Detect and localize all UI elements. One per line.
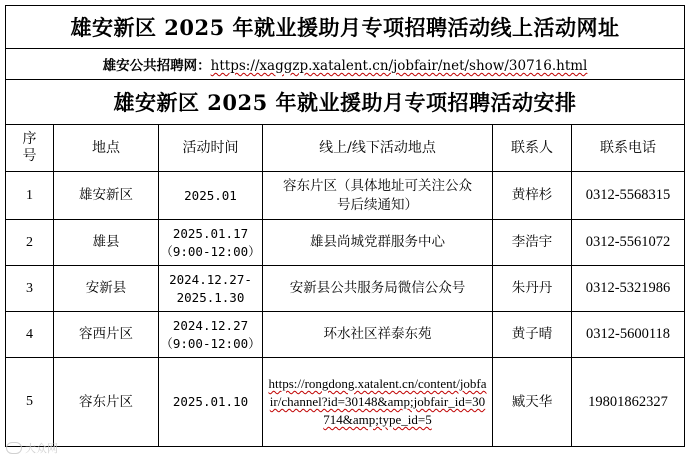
- row-seq: 2: [6, 220, 54, 266]
- row-time: [159, 312, 263, 358]
- online-title: 雄安新区 2025 年就业援助月专项招聘活动线上活动网址: [6, 6, 685, 49]
- row-time-line1: 2024.12.27: [172, 317, 249, 333]
- row-time-line1: 2025.01.17: [172, 225, 249, 241]
- row-time-line2: 2025.1.30: [176, 289, 245, 305]
- row-phone: 0312-5321986: [572, 266, 685, 312]
- row-contact: 朱丹丹: [493, 266, 572, 312]
- row-time: [159, 266, 263, 312]
- row-venue: [263, 172, 493, 220]
- header-venue: 线上/线下活动地点: [263, 125, 493, 172]
- row-venue: [263, 358, 493, 447]
- header-seq-line1: 序: [22, 131, 37, 147]
- row-contact: 黄梓杉: [493, 172, 572, 220]
- schedule-title: 雄安新区 2025 年就业援助月专项招聘活动安排: [6, 80, 685, 125]
- row-venue: 雄县尚城党群服务中心: [263, 220, 493, 266]
- header-row: [6, 125, 685, 172]
- row-contact: 黄子晴: [493, 312, 572, 358]
- row-location: 容西片区: [54, 312, 159, 358]
- row-phone: 0312-5561072: [572, 220, 685, 266]
- watermark-text: 大众网: [25, 442, 58, 455]
- row-seq: 3: [6, 266, 54, 312]
- watermark: [6, 440, 58, 456]
- table-row: [6, 266, 685, 312]
- row-location: 雄安新区: [54, 172, 159, 220]
- row-time-line2: （9:00-12:00）: [160, 335, 261, 351]
- row-seq: 1: [6, 172, 54, 220]
- row-venue: 环水社区祥泰东苑: [263, 312, 493, 358]
- site-url-link[interactable]: https://xaggzp.xatalent.cn/jobfair/net/show/30716.html: [210, 58, 588, 74]
- header-contact: 联系人: [493, 125, 572, 172]
- row-location: 安新县: [54, 266, 159, 312]
- row-venue-line1: 容东片区（具体地址可关注公众: [283, 177, 472, 194]
- row-time-line1: 2024.12.27-: [169, 271, 252, 287]
- row-phone: 19801862327: [572, 358, 685, 447]
- table-row: [6, 172, 685, 220]
- row-contact: 李浩宇: [493, 220, 572, 266]
- row-time: [159, 172, 263, 220]
- header-location: 地点: [54, 125, 159, 172]
- watermark-logo-icon: [6, 442, 22, 454]
- site-label: 雄安公共招聘网：: [102, 58, 211, 74]
- table-row: [6, 220, 685, 266]
- row-venue-line2: 号后续通知）: [337, 196, 418, 213]
- header-time: 活动时间: [159, 125, 263, 172]
- schedule-table: [5, 5, 685, 447]
- row-contact: 臧天华: [493, 358, 572, 447]
- row-seq: 4: [6, 312, 54, 358]
- table-row: [6, 312, 685, 358]
- row-time-line1: 2025.01: [184, 187, 237, 203]
- row-seq: 5: [6, 358, 54, 447]
- site-url-row: [6, 49, 685, 80]
- table-row: [6, 358, 685, 447]
- header-seq: [6, 125, 54, 172]
- row-phone: 0312-5568315: [572, 172, 685, 220]
- venue-url-link[interactable]: https://rongdong.xatalent.cn/content/jobfair/channel?id=30148&amp;jobfair_id=30714&amp;type_id=5: [268, 376, 487, 427]
- header-seq-line2: 号: [22, 148, 37, 164]
- row-time-line2: （9:00-12:00）: [160, 243, 261, 259]
- row-time: 2025.01.10: [159, 358, 263, 447]
- row-location: 容东片区: [54, 358, 159, 447]
- row-time: [159, 220, 263, 266]
- row-location: 雄县: [54, 220, 159, 266]
- header-phone: 联系电话: [572, 125, 685, 172]
- row-phone: 0312-5600118: [572, 312, 685, 358]
- row-venue: 安新县公共服务局微信公众号: [263, 266, 493, 312]
